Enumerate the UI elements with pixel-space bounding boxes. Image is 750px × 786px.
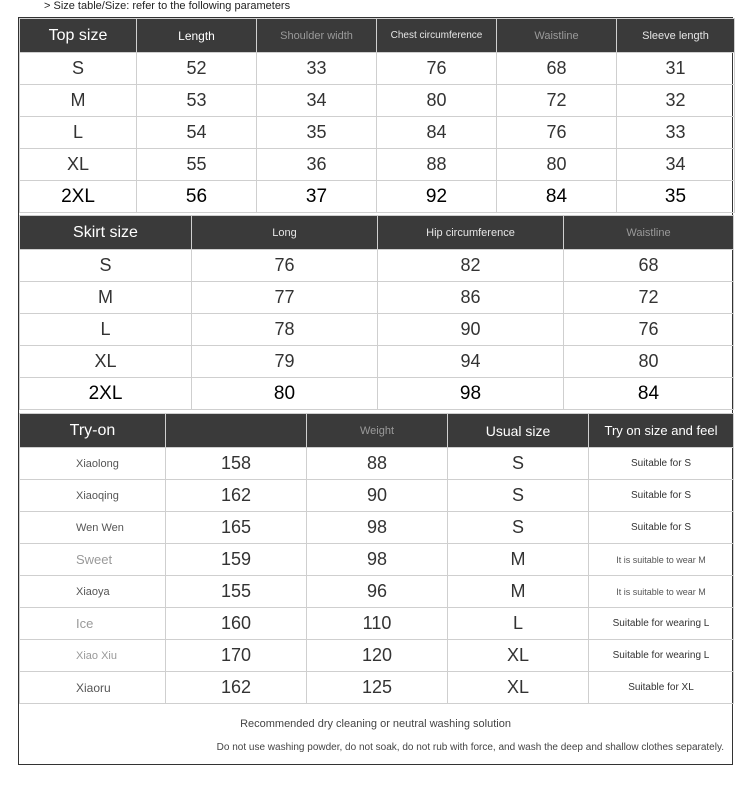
table-cell: 35 [617, 181, 735, 213]
table-row [20, 85, 735, 117]
table-cell: 54 [137, 117, 257, 149]
header-weight: Weight [307, 414, 448, 448]
table-cell: 56 [137, 181, 257, 213]
table-cell: 170 [166, 640, 307, 672]
table-row [20, 346, 734, 378]
table-cell: 72 [564, 282, 734, 314]
table-cell: L [20, 314, 192, 346]
table-cell: 96 [307, 576, 448, 608]
table-cell: S [20, 53, 137, 85]
table-cell: XL [448, 672, 589, 704]
table-cell: Suitable for wearing L [589, 608, 734, 640]
table-row [20, 608, 734, 640]
table-cell: L [448, 608, 589, 640]
table-cell: 76 [497, 117, 617, 149]
table-cell: 72 [497, 85, 617, 117]
table-row [20, 250, 734, 282]
table-cell: Xiaoru [20, 672, 166, 704]
table-cell: 94 [378, 346, 564, 378]
table-cell: 98 [378, 378, 564, 410]
top-size-header-row [20, 19, 735, 53]
table-cell: Wen Wen [20, 512, 166, 544]
table-cell: 88 [377, 149, 497, 181]
table-row [20, 640, 734, 672]
top-size-table [19, 18, 735, 213]
table-row [20, 181, 735, 213]
size-chart-frame [18, 17, 733, 765]
table-cell: 52 [137, 53, 257, 85]
table-cell: 33 [257, 53, 377, 85]
table-cell: 86 [378, 282, 564, 314]
table-cell: 162 [166, 672, 307, 704]
try-on-header-row [20, 414, 734, 448]
table-cell: 34 [257, 85, 377, 117]
table-cell: M [20, 282, 192, 314]
table-cell: 33 [617, 117, 735, 149]
table-cell: XL [20, 346, 192, 378]
table-cell: Suitable for XL [589, 672, 734, 704]
table-cell: 55 [137, 149, 257, 181]
header-skirt-size: Skirt size [20, 216, 192, 250]
table-cell: 78 [192, 314, 378, 346]
header-try-on-feel: Try on size and feel [589, 414, 734, 448]
table-cell: Suitable for wearing L [589, 640, 734, 672]
table-cell: 98 [307, 544, 448, 576]
header-height [166, 414, 307, 448]
table-row [20, 544, 734, 576]
table-row [20, 53, 735, 85]
table-cell: 98 [307, 512, 448, 544]
header-waistline: Waistline [497, 19, 617, 53]
table-cell: It is suitable to wear M [589, 544, 734, 576]
table-cell: 2XL [20, 181, 137, 213]
size-table-intro: > Size table/Size: refer to the following parameters [44, 0, 291, 12]
table-cell: L [20, 117, 137, 149]
table-row [20, 282, 734, 314]
table-cell: 110 [307, 608, 448, 640]
table-cell: XL [20, 149, 137, 181]
table-cell: 158 [166, 448, 307, 480]
table-cell: 84 [497, 181, 617, 213]
table-cell: 34 [617, 149, 735, 181]
header-waistline: Waistline [564, 216, 734, 250]
table-cell: 76 [564, 314, 734, 346]
table-cell: M [20, 85, 137, 117]
table-cell: Xiaoya [20, 576, 166, 608]
table-cell: Xiaoqing [20, 480, 166, 512]
table-cell: 165 [166, 512, 307, 544]
table-cell: 53 [137, 85, 257, 117]
header-long: Long [192, 216, 378, 250]
washing-recommendation: Recommended dry cleaning or neutral washing solution [240, 718, 511, 730]
skirt-size-table [19, 215, 734, 410]
table-cell: 88 [307, 448, 448, 480]
table-row [20, 576, 734, 608]
header-top-size: Top size [20, 19, 137, 53]
table-cell: 159 [166, 544, 307, 576]
table-cell: Suitable for S [589, 480, 734, 512]
try-on-table [19, 413, 734, 704]
table-cell: M [448, 544, 589, 576]
table-cell: S [448, 480, 589, 512]
table-cell: 77 [192, 282, 378, 314]
header-try-on: Try-on [20, 414, 166, 448]
table-cell: 120 [307, 640, 448, 672]
table-row [20, 512, 734, 544]
header-shoulder-width: Shoulder width [257, 19, 377, 53]
header-usual-size: Usual size [448, 414, 589, 448]
table-cell: 2XL [20, 378, 192, 410]
table-cell: Suitable for S [589, 448, 734, 480]
table-cell: 84 [377, 117, 497, 149]
washing-warning: Do not use washing powder, do not soak, do not rub with force, and wash the deep and shallow clothes separately. [216, 742, 724, 753]
table-cell: 92 [377, 181, 497, 213]
table-cell: 90 [378, 314, 564, 346]
table-cell: 80 [497, 149, 617, 181]
table-cell: 82 [378, 250, 564, 282]
table-cell: 68 [497, 53, 617, 85]
table-row [20, 314, 734, 346]
header-hip-circumference: Hip circumference [378, 216, 564, 250]
table-row [20, 480, 734, 512]
table-cell: 90 [307, 480, 448, 512]
table-cell: 37 [257, 181, 377, 213]
table-row [20, 448, 734, 480]
table-cell: Sweet [20, 544, 166, 576]
table-cell: 160 [166, 608, 307, 640]
table-cell: 32 [617, 85, 735, 117]
table-cell: 84 [564, 378, 734, 410]
table-cell: 76 [377, 53, 497, 85]
table-cell: 79 [192, 346, 378, 378]
table-cell: 80 [377, 85, 497, 117]
header-chest-circumference: Chest circumference [377, 19, 497, 53]
table-cell: S [448, 448, 589, 480]
table-cell: 35 [257, 117, 377, 149]
table-cell: M [448, 576, 589, 608]
table-cell: 80 [192, 378, 378, 410]
header-length: Length [137, 19, 257, 53]
table-cell: 80 [564, 346, 734, 378]
table-cell: 162 [166, 480, 307, 512]
table-cell: S [448, 512, 589, 544]
table-cell: 125 [307, 672, 448, 704]
table-cell: 31 [617, 53, 735, 85]
table-cell: Ice [20, 608, 166, 640]
table-cell: XL [448, 640, 589, 672]
table-row [20, 378, 734, 410]
skirt-size-header-row [20, 216, 734, 250]
table-cell: 68 [564, 250, 734, 282]
table-row [20, 672, 734, 704]
table-cell: Xiao Xiu [20, 640, 166, 672]
table-cell: It is suitable to wear M [589, 576, 734, 608]
table-cell: 36 [257, 149, 377, 181]
table-cell: Xiaolong [20, 448, 166, 480]
table-cell: 155 [166, 576, 307, 608]
table-row [20, 149, 735, 181]
table-cell: Suitable for S [589, 512, 734, 544]
header-sleeve-length: Sleeve length [617, 19, 735, 53]
table-row [20, 117, 735, 149]
table-cell: 76 [192, 250, 378, 282]
table-cell: S [20, 250, 192, 282]
